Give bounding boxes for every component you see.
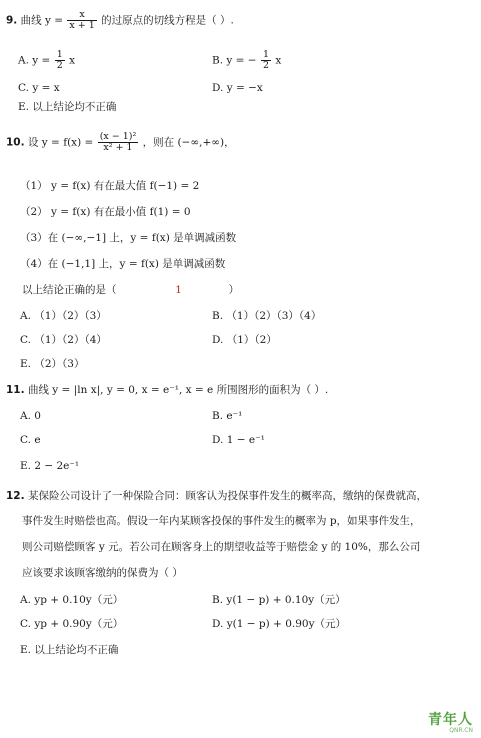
- q12-option-e[interactable]: E. 以上结论均不正确: [20, 644, 119, 656]
- q9-a-label: A.: [18, 54, 29, 67]
- q12-number: 12.: [6, 490, 25, 502]
- q10-number: 10.: [6, 136, 25, 149]
- q9-d-text: y = −x: [226, 82, 263, 94]
- q10-frac-num: (x − 1)²: [99, 131, 137, 142]
- q10-item-3: （3）在 (−∞,−1] 上，y = f(x) 是单调减函数: [20, 232, 237, 244]
- q9-a-post: x: [69, 54, 75, 67]
- q9-a-pre: y =: [32, 54, 51, 67]
- q9-a-den: 2: [56, 59, 63, 71]
- q12-line-4: 应该要求该顾客缴纳的保费为（ ）: [22, 567, 183, 579]
- q9-a-num: 1: [56, 49, 63, 60]
- q9-option-a[interactable]: [18, 50, 75, 71]
- q9-option-e[interactable]: [18, 101, 116, 113]
- q9-b-label: B.: [212, 54, 224, 67]
- watermark-en: QNR.CN: [449, 727, 473, 734]
- q11-option-c[interactable]: C. e: [20, 434, 41, 446]
- q9-c-text: y = x: [32, 82, 60, 94]
- watermark-logo: [428, 713, 473, 734]
- q12-line-2: 事件发生时赔偿也高。假设一年内某顾客投保的事件发生的概率为 p，如果事件发生，: [22, 515, 421, 527]
- q12-line-1-text: 某保险公司设计了一种保险合同：顾客认为投保事件发生的概率高，缴纳的保费就高，: [27, 490, 427, 502]
- q10-stem-suffix: ，则在 (−∞,+∞)，: [142, 136, 235, 149]
- q11-option-d[interactable]: D. 1 − e⁻¹: [212, 434, 265, 446]
- q10-item-1: （1） y = f(x) 有在最大值 f(−1) = 2: [20, 180, 200, 192]
- q11-number: 11.: [6, 384, 25, 396]
- q9-b-post: x: [275, 54, 282, 67]
- q11-option-a[interactable]: A. 0: [20, 410, 41, 422]
- q10-item-2: （2） y = f(x) 有在最小值 f(1) = 0: [20, 206, 191, 218]
- q11-option-e[interactable]: E. 2 − 2e⁻¹: [20, 460, 80, 472]
- q9-number: 9.: [6, 14, 18, 27]
- q12-option-d[interactable]: D. y(1 − p) + 0.90y（元）: [212, 618, 347, 630]
- q10-conclusion-mark: 1: [175, 284, 182, 296]
- q9-stem-prefix: 曲线 y =: [20, 14, 64, 27]
- q9-b-den: 2: [262, 59, 269, 71]
- q9-c-label: C.: [18, 82, 29, 94]
- q12-option-c[interactable]: C. yp + 0.90y（元）: [20, 618, 124, 630]
- q12-option-b[interactable]: B. y(1 − p) + 0.10y（元）: [212, 594, 346, 606]
- q10-option-c[interactable]: C. （1）（2）（4）: [20, 334, 107, 346]
- q9-e-label: E.: [18, 101, 30, 113]
- q12-line-1: [6, 490, 427, 502]
- q9-d-label: D.: [212, 82, 224, 94]
- q9-option-c[interactable]: [18, 82, 60, 94]
- q9-stem: [6, 10, 234, 31]
- watermark-cn: 青年人: [428, 712, 473, 728]
- q11-stem-text: 曲线 y = |ln x|, y = 0, x = e⁻¹, x = e 所围图形的面积为（ ）.: [27, 384, 329, 396]
- q12-line-3: 则公司赔偿顾客 y 元。若公司在顾客身上的期望收益等于赔偿金 y 的 10%，那么公司: [22, 541, 421, 553]
- q9-e-text: 以上结论均不正确: [32, 101, 117, 113]
- q9-b-pre: y = −: [226, 54, 257, 67]
- q9-fraction: [67, 10, 96, 31]
- q9-stem-suffix: 的过原点的切线方程是（ ）.: [101, 14, 234, 27]
- q9-frac-den: x + 1: [69, 19, 95, 31]
- q10-conclusion: [22, 284, 239, 296]
- q11-stem: [6, 384, 328, 396]
- q10-conclusion-prefix: 以上结论正确的是（: [22, 284, 117, 296]
- q10-option-d[interactable]: D. （1）（2）: [212, 334, 277, 346]
- q10-option-e[interactable]: E. （2）（3）: [20, 358, 85, 370]
- q9-option-d[interactable]: [212, 82, 263, 94]
- q9-a-frac: [55, 50, 65, 71]
- q9-option-b[interactable]: [212, 50, 281, 71]
- q10-stem-prefix: 设 y = f(x) =: [27, 136, 94, 149]
- q10-fraction: [98, 132, 139, 153]
- q10-conclusion-suffix: ）: [228, 284, 240, 296]
- q10-option-a[interactable]: A. （1）（2）（3）: [20, 310, 107, 322]
- q11-option-b[interactable]: B. e⁻¹: [212, 410, 243, 422]
- q10-stem: [6, 132, 235, 153]
- q10-frac-den: x² + 1: [103, 141, 133, 153]
- q9-frac-num: x: [67, 10, 96, 21]
- q9-b-frac: [261, 50, 271, 71]
- q9-b-num: 1: [262, 49, 269, 60]
- q12-option-a[interactable]: A. yp + 0.10y（元）: [20, 594, 124, 606]
- q10-option-b[interactable]: B. （1）（2）（3）（4）: [212, 310, 322, 322]
- q10-item-4: （4）在 (−1,1] 上，y = f(x) 是单调减函数: [20, 258, 226, 270]
